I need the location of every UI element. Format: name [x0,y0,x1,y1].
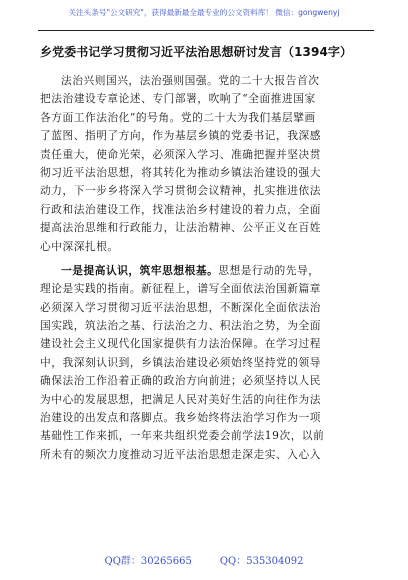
text-line: 建设社会主义现代化国家提供有力法治保障。在学习过程 [40,337,321,351]
text-line: 中，我深刻认识到，乡镇法治建设必须始终坚持党的领导 [40,355,321,369]
text-line: 心中深深扎根。 [40,239,119,253]
text-line: 所未有的频次力度推动习近平法治思想走深走实、入心入 [40,447,321,461]
text-line: 各方面工作法治化”的号角。党的二十大为我们基层擘画 [40,110,316,124]
section-heading: 一是提高认识，筑牢思想根基。 [61,263,219,277]
header-divider [38,30,374,31]
text-line: 为中心的发展思想，把满足人民对美好生活的向往作为法 [40,392,321,406]
text-line: 确保法治工作沿着正确的政治方向前进；必须坚持以人民 [40,374,321,388]
text-line [40,262,376,280]
text-line: 彻习近平法治思想，将其转化为推动乡镇法治建设的强大 [40,165,321,179]
footer-contacts [0,555,408,569]
qq-group-contact: QQ群：30265665 [104,556,192,567]
text-line: 动力，下一步乡将深入学习贯彻会议精神，扎实推进依法 [40,184,321,198]
text-line: 理论是实践的指南。新征程上，谱写全面依法治国新篇章 [40,282,321,296]
document-title: 乡党委书记学习贯彻习近平法治思想研讨发言（1394字） [40,45,353,59]
text-line: 基础性工作来抓，一年来共组织党委会前学法19次，以前 [40,429,325,443]
text-line: 法治兴则国兴，法治强则国强。党的二十大报告首次 [61,74,320,87]
text-line: 必须深入学习贯彻习近平法治思想，不断深化全面依法治 [40,300,321,314]
text-line: 提高法治思维和行政能力，让法治精神、公平正义在百姓 [40,221,321,235]
section-heading-rest: 思想是行动的先导， [218,263,320,277]
text-line: 把法治建设专章论述、专门部署，吹响了“全面推进国家 [40,92,316,106]
header-banner: 关注头条号"公文研究"，获得最新最全最专业的公文资料库！ 微信：gongwenyj [68,8,340,17]
qq-contact: QQ：535304092 [219,556,304,567]
text-line: 治建设的出发点和落脚点。我乡始终将法治学习作为一项 [40,411,321,425]
text-line: 责任重大，使命光荣，必须深入学习、准确把握并坚决贯 [40,147,321,161]
paragraph-2 [40,262,376,464]
text-line: 了蓝图、指明了方向，作为基层乡镇的党委书记，我深感 [40,129,321,143]
text-line: 行政和法治建设工作，找准法治乡村建设的着力点，全面 [40,202,321,216]
document-body [40,72,376,464]
text-line: 国实践，筑法治之基、行法治之力、积法治之势，为全面 [40,319,321,333]
paragraph-1 [40,72,376,256]
